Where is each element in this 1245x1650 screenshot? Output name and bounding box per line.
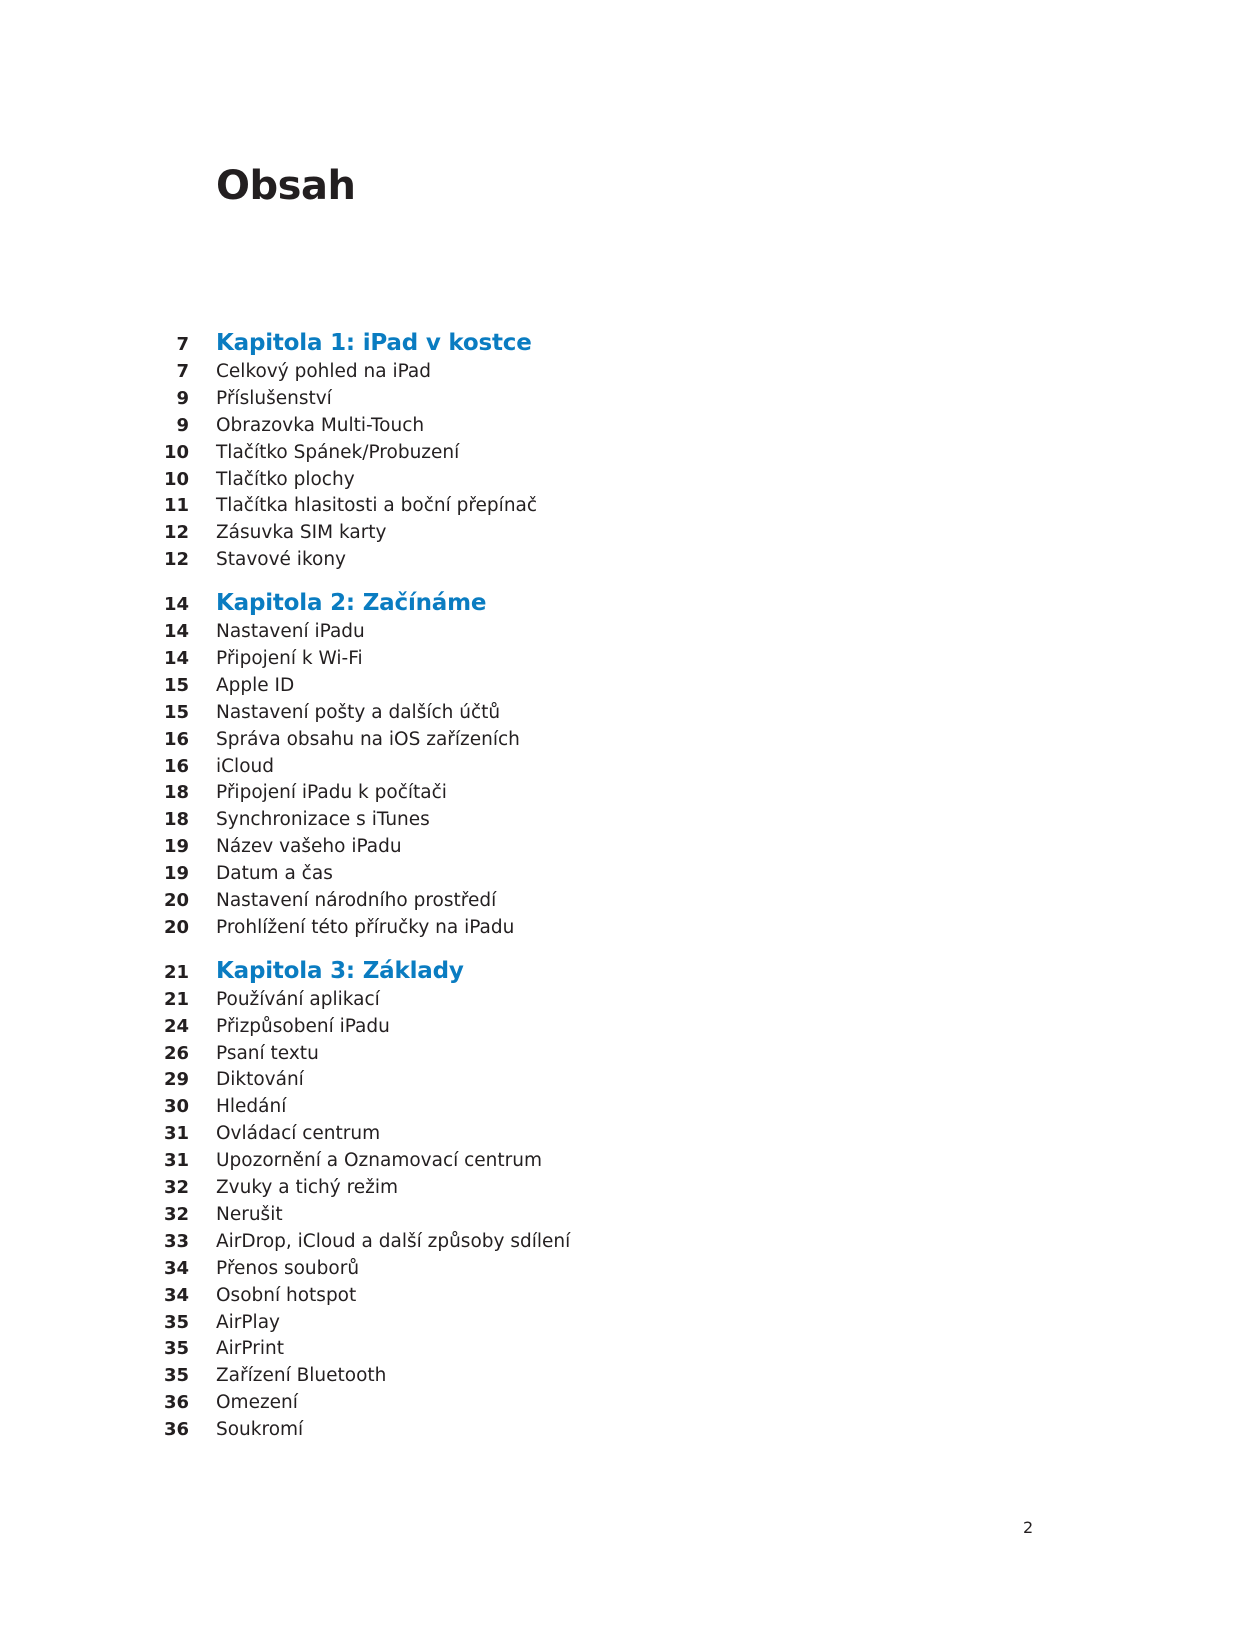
entry-page-number: 12 [163, 522, 189, 544]
entry-page-number: 32 [163, 1203, 189, 1225]
toc-chapter-heading[interactable] [0, 588, 1245, 618]
toc-entry[interactable] [0, 466, 1245, 493]
toc-entry[interactable] [0, 546, 1245, 573]
entry-label-link[interactable]: Zásuvka SIM karty [216, 522, 387, 544]
entry-page-number: 16 [163, 755, 189, 777]
entry-page-number: 10 [163, 468, 189, 490]
entry-label-link[interactable]: Soukromí [216, 1419, 304, 1441]
toc-entry[interactable] [0, 806, 1245, 833]
toc-entry[interactable] [0, 1389, 1245, 1416]
entry-page-number: 14 [163, 648, 189, 670]
entry-label-link[interactable]: AirPrint [216, 1338, 284, 1360]
entry-page-number: 19 [163, 863, 189, 885]
entry-page-number: 18 [163, 782, 189, 804]
toc-entry[interactable] [0, 385, 1245, 412]
entry-page-number: 15 [163, 701, 189, 723]
toc-entry[interactable] [0, 1282, 1245, 1309]
entry-label-link[interactable]: Nerušit [216, 1203, 283, 1225]
entry-page-number: 34 [163, 1257, 189, 1279]
entry-page-number: 36 [163, 1419, 189, 1441]
toc-entry[interactable] [0, 672, 1245, 699]
entry-page-number: 35 [163, 1338, 189, 1360]
entry-page-number: 26 [163, 1042, 189, 1064]
entry-page-number: 15 [163, 674, 189, 696]
table-of-contents [0, 328, 1245, 1458]
entry-page-number: 16 [163, 728, 189, 750]
toc-entry[interactable] [0, 753, 1245, 780]
toc-chapter [0, 956, 1245, 1443]
entry-label-link[interactable]: Nastavení národního prostředí [216, 890, 497, 912]
toc-chapter-heading[interactable] [0, 328, 1245, 358]
entry-page-number: 21 [163, 988, 189, 1010]
toc-entry[interactable] [0, 519, 1245, 546]
entry-label-link[interactable]: Prohlížení této příručky na iPadu [216, 916, 515, 938]
toc-entry[interactable] [0, 1147, 1245, 1174]
toc-entry[interactable] [0, 1174, 1245, 1201]
toc-entry[interactable] [0, 1120, 1245, 1147]
entry-page-number: 31 [163, 1123, 189, 1145]
entry-page-number: 35 [163, 1365, 189, 1387]
entry-page-number: 20 [163, 890, 189, 912]
toc-entry[interactable] [0, 1309, 1245, 1336]
entry-label-link[interactable]: Přizpůsobení iPadu [216, 1015, 390, 1037]
toc-chapter [0, 588, 1245, 941]
entry-label-link[interactable]: Diktování [216, 1069, 304, 1091]
entry-label-link[interactable]: Tlačítko Spánek/Probuzení [216, 441, 460, 463]
toc-entry[interactable] [0, 779, 1245, 806]
chapter-title-link[interactable]: Kapitola 2: Začínáme [216, 590, 487, 617]
entry-page-number: 14 [163, 621, 189, 643]
entry-label-link[interactable]: Hledání [216, 1096, 287, 1118]
toc-chapter [0, 328, 1245, 573]
entry-label-link[interactable]: Zařízení Bluetooth [216, 1365, 387, 1387]
entry-page-number: 33 [163, 1230, 189, 1252]
toc-entry[interactable] [0, 1093, 1245, 1120]
entry-page-number: 9 [176, 414, 189, 436]
entry-label-link[interactable]: Připojení iPadu k počítači [216, 782, 447, 804]
entry-page-number: 30 [163, 1096, 189, 1118]
toc-entry[interactable] [0, 618, 1245, 645]
page-title: Obsah [216, 163, 356, 209]
entry-label-link[interactable]: Zvuky a tichý režim [216, 1177, 399, 1199]
entry-label-link[interactable]: Správa obsahu na iOS zařízeních [216, 728, 520, 750]
entry-label-link[interactable]: Apple ID [216, 674, 295, 696]
toc-entry[interactable] [0, 1040, 1245, 1067]
entry-label-link[interactable]: Omezení [216, 1392, 298, 1414]
entry-label-link[interactable]: Osobní hotspot [216, 1284, 357, 1306]
entry-page-number: 29 [163, 1069, 189, 1091]
entry-label-link[interactable]: AirPlay [216, 1311, 280, 1333]
toc-entry[interactable] [0, 914, 1245, 941]
toc-entry[interactable] [0, 1335, 1245, 1362]
entry-label-link[interactable]: Psaní textu [216, 1042, 319, 1064]
toc-entry[interactable] [0, 412, 1245, 439]
entry-page-number: 11 [163, 495, 189, 517]
toc-entry[interactable] [0, 1013, 1245, 1040]
entry-page-number: 31 [163, 1150, 189, 1172]
entry-page-number: 35 [163, 1311, 189, 1333]
entry-page-number: 24 [163, 1015, 189, 1037]
entry-page-number: 18 [163, 809, 189, 831]
entry-label-link[interactable]: Synchronizace s iTunes [216, 809, 430, 831]
entry-label-link[interactable]: Datum a čas [216, 863, 333, 885]
entry-page-number: 20 [163, 916, 189, 938]
toc-entry[interactable] [0, 699, 1245, 726]
entry-label-link[interactable]: Tlačítka hlasitosti a boční přepínač [216, 495, 538, 517]
entry-label-link[interactable]: Příslušenství [216, 387, 332, 409]
toc-entry[interactable] [0, 1255, 1245, 1282]
entry-label-link[interactable]: Celkový pohled na iPad [216, 361, 432, 382]
toc-entry[interactable] [0, 1201, 1245, 1228]
entry-label-link[interactable]: Upozornění a Oznamovací centrum [216, 1150, 543, 1172]
entry-label-link[interactable]: Používání aplikací [216, 988, 380, 1010]
toc-entry[interactable] [0, 726, 1245, 753]
chapter-page-number: 7 [176, 334, 189, 355]
page-number: 2 [1023, 1518, 1034, 1537]
toc-entry[interactable] [0, 986, 1245, 1013]
entry-page-number: 7 [176, 361, 189, 382]
entry-page-number: 12 [163, 549, 189, 571]
entry-label-link[interactable]: iCloud [216, 755, 274, 777]
entry-label-link[interactable]: Nastavení pošty a dalších účtů [216, 701, 501, 723]
chapter-page-number: 21 [163, 961, 189, 983]
toc-chapter-heading[interactable] [0, 956, 1245, 986]
toc-entry[interactable] [0, 887, 1245, 914]
entry-label-link[interactable]: Tlačítko plochy [216, 468, 355, 490]
toc-entry[interactable] [0, 645, 1245, 672]
entry-page-number: 19 [163, 836, 189, 858]
entry-label-link[interactable]: Obrazovka Multi-Touch [216, 414, 425, 436]
entry-page-number: 32 [163, 1177, 189, 1199]
entry-label-link[interactable]: Stavové ikony [216, 549, 346, 571]
toc-entry[interactable] [0, 833, 1245, 860]
toc-entry[interactable] [0, 1066, 1245, 1093]
toc-entry[interactable] [0, 358, 1245, 385]
chapter-title-link[interactable]: Kapitola 3: Základy [216, 957, 464, 984]
entry-page-number: 36 [163, 1392, 189, 1414]
entry-label-link[interactable]: Připojení k Wi-Fi [216, 648, 363, 670]
entry-page-number: 10 [163, 441, 189, 463]
toc-entry[interactable] [0, 439, 1245, 466]
entry-label-link[interactable]: Ovládací centrum [216, 1123, 381, 1145]
entry-label-link[interactable]: Přenos souborů [216, 1257, 360, 1279]
toc-entry[interactable] [0, 860, 1245, 887]
entry-label-link[interactable]: Nastavení iPadu [216, 621, 365, 643]
entry-page-number: 34 [163, 1284, 189, 1306]
toc-entry[interactable] [0, 1362, 1245, 1389]
entry-label-link[interactable]: AirDrop, iCloud a další způsoby sdílení [216, 1230, 571, 1252]
entry-label-link[interactable]: Název vašeho iPadu [216, 836, 402, 858]
toc-entry[interactable] [0, 492, 1245, 519]
chapter-title-link[interactable]: Kapitola 1: iPad v kostce [216, 330, 532, 356]
entry-page-number: 9 [176, 387, 189, 409]
chapter-page-number: 14 [163, 594, 189, 616]
toc-entry[interactable] [0, 1228, 1245, 1255]
toc-entry[interactable] [0, 1416, 1245, 1443]
